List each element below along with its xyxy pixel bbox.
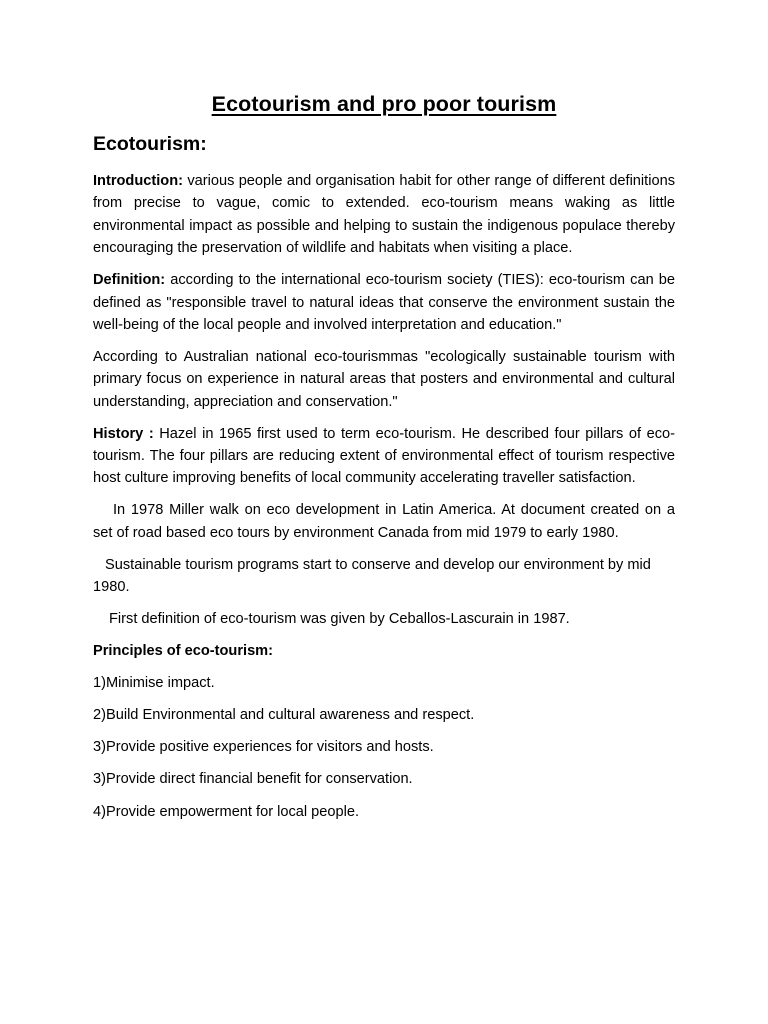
introduction-text: various people and organisation habit for other range of different definitions from precise to vague, comic to extended. eco-tourism means waking as little environmental impact as possible and helping to sustain the indigenous populace thereby encouraging the preservation of wildlife and habitats when visiting a place. bbox=[93, 173, 675, 257]
document-page bbox=[93, 88, 675, 833]
principle-item: 3)Provide direct financial benefit for conservation. bbox=[93, 771, 413, 788]
section-heading-ecotourism: Ecotourism: bbox=[93, 133, 207, 155]
first-definition-paragraph: First definition of eco-tourism was given by Ceballos-Lascurain in 1987. bbox=[109, 610, 570, 627]
miller-1978-paragraph: In 1978 Miller walk on eco development in Latin America. At document created on a set of road based eco tours by environment Canada from mid 1979 to early 1980. bbox=[93, 502, 675, 541]
introduction-label: Introduction: bbox=[93, 173, 183, 189]
australian-definition-paragraph: According to Australian national eco-tourismmas "ecologically sustainable tourism with primary focus on experience in natural areas that posters and environmental and cultural understanding, appreciation and conservation." bbox=[93, 348, 675, 410]
principle-item: 3)Provide positive experiences for visitors and hosts. bbox=[93, 739, 434, 756]
principles-list bbox=[93, 672, 675, 823]
principle-item: 4)Provide empowerment for local people. bbox=[93, 803, 360, 820]
principles-heading: Principles of eco-tourism: bbox=[93, 642, 274, 659]
definition-paragraph bbox=[93, 269, 675, 336]
introduction-paragraph bbox=[93, 170, 675, 260]
history-text: Hazel in 1965 first used to term eco-tourism. He described four pillars of eco-tourism. The four pillars are reducing extent of environmental effect of tourism respective host culture improving benefits of local community accelerating traveller satisfaction. bbox=[93, 425, 675, 487]
definition-label: Definition: bbox=[93, 272, 166, 289]
document-title: Ecotourism and pro poor tourism bbox=[211, 92, 557, 116]
history-label: History : bbox=[93, 425, 154, 442]
history-paragraph bbox=[93, 423, 675, 490]
definition-text: according to the international eco-tourism society (TIES): eco-tourism can be defined as "responsible travel to natural ideas that conserve the environment sustain the well-being of the local people and involved interpretation and education." bbox=[93, 272, 675, 333]
principle-item: 1)Minimise impact. bbox=[93, 674, 215, 691]
sustainable-programs-paragraph: Sustainable tourism programs start to conserve and develop our environment by mid 1980. bbox=[93, 556, 651, 595]
principle-item: 2)Build Environmental and cultural awareness and respect. bbox=[93, 706, 475, 723]
